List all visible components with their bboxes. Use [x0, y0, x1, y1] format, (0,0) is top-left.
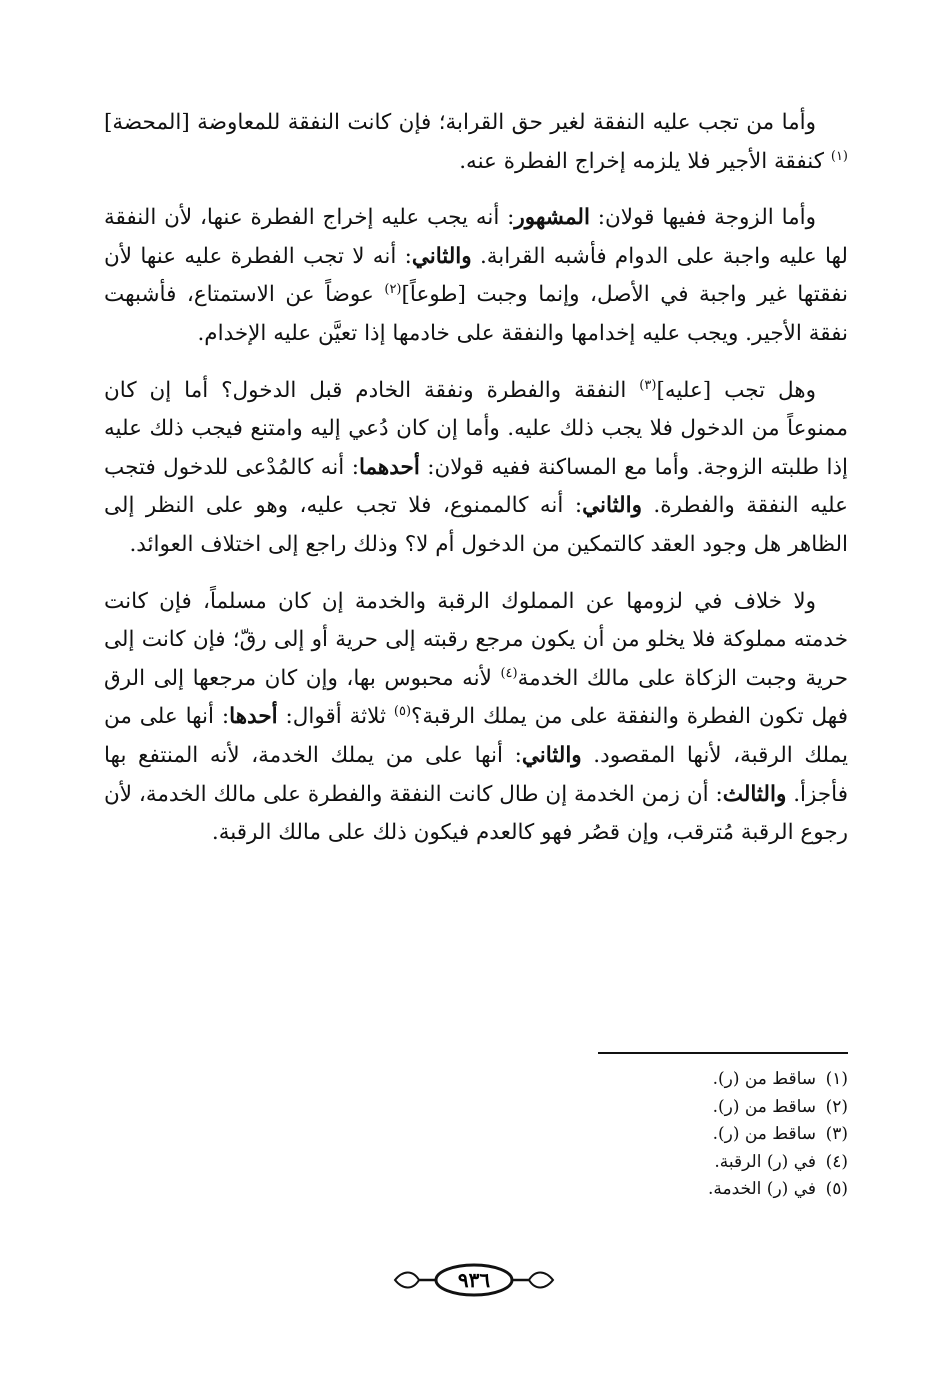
paragraph-3: وهل تجب [عليه]$^{(٣)}$ النفقة والفطرة ونفقة الخادم قبل الدخول؟ أما إن كان ممنوعاً من الدخول فلا يجب ذلك عليه. وأما إن كان دُعي إليه وامتنع فيجب ذلك عليه إذا طلبته الزوجة. وأما مع المساكنة ففيه قولان: أحدهما: أنه كالمُدْعى للدخول فتجب عليه النفقة والفطرة. والثاني: أنه كالممنوع، فلا تجب عليه، وهو على النظر إلى الظاهر هل وجود العقد كالتمكين من الدخول أم لا؟ وذلك راجع إلى اختلاف العوائد.	[104, 377, 849, 557]
footnotes-section	[104, 1052, 848, 1204]
footnote-text: في (ر) الرقبة.	[714, 1151, 816, 1172]
footnote-2	[104, 1094, 848, 1122]
bold-term: والثالث	[722, 781, 787, 807]
bold-term: أحدهما	[358, 454, 420, 480]
page-body	[104, 104, 848, 871]
footnote-text: ساقط من (ر).	[712, 1124, 816, 1144]
bold-term: أحدها	[229, 704, 278, 730]
footnote-number: (٢)	[825, 1096, 848, 1117]
footnote-ref-1[interactable]: (١)	[830, 148, 848, 164]
bold-term: والثاني	[521, 742, 582, 768]
footnote-ref-3[interactable]: (٣)	[639, 377, 657, 393]
footnote-3	[104, 1121, 848, 1149]
footnote-number: (٣)	[825, 1124, 848, 1144]
footnote-ref-2[interactable]: (٢)	[384, 282, 402, 298]
ornament-frame-icon	[389, 1262, 559, 1298]
bold-term: المشهور	[514, 205, 590, 231]
footnote-number: (٥)	[825, 1179, 848, 1199]
footnote-text: ساقط من (ر).	[712, 1096, 816, 1117]
footnote-list	[104, 1066, 848, 1204]
footnote-4	[104, 1149, 848, 1177]
footnote-text: ساقط من (ر).	[712, 1069, 816, 1089]
bold-term: والثاني	[411, 243, 472, 269]
paragraph-4: ولا خلاف في لزومها عن المملوك الرقبة والخدمة إن كان مسلماً، فإن كانت خدمته مملوكة فلا يخلو من أن يكون مرجع رقبته إلى حرية أو إلى رقّ؛ فإن كانت إلى حرية وجبت الزكاة على مالك الخدمة$^{(٤)}$ لأنه محبوس بها، وإن كان مرجعها إلى الرق فهل تكون الفطرة والنفقة على من يملك الرقبة؟$^{(٥)}$ ثلاثة أقوال: أحدها: أنها على من يملك الرقبة، لأنها المقصود. والثاني: أنها على من يملك الخدمة، لأنه المنتفع بها فأجزأ. والثالث: أن زمن الخدمة إن طال كانت النفقة والفطرة على مالك الخدمة، لأن رجوع الرقبة مُترقب، وإن قصُر فهو كالعدم فيكون ذلك على مالك الرقبة.	[104, 588, 849, 846]
footnote-number: (١)	[825, 1069, 848, 1089]
footnote-text: في (ر) الخدمة.	[707, 1179, 816, 1199]
footnote-ref-5[interactable]: (٥)	[393, 704, 412, 720]
footnote-ref-4[interactable]: (٤)	[500, 665, 518, 681]
footnote-1	[104, 1066, 848, 1094]
page-number-ornament	[0, 1262, 948, 1298]
footnote-number: (٤)	[825, 1151, 848, 1172]
paragraph-1: وأما من تجب عليه النفقة لغير حق القرابة؛ فإن كانت النفقة للمعاوضة [المحضة]$^{(١)}$ كنفقة الأجير فلا يلزمه إخراج الفطرة عنه.	[104, 110, 848, 174]
footnote-divider	[598, 1052, 848, 1054]
footnote-5	[104, 1176, 848, 1204]
page-number: ٩٣٦	[457, 1268, 491, 1292]
paragraph-2: وأما الزوجة ففيها قولان: المشهور: أنه يجب عليه إخراج الفطرة عنها، لأن النفقة لها عليه واجبة على الدوام فأشبه القرابة. والثاني: أنه لا تجب الفطرة عليه عنها لأن نفقتها غير واجبة في الأصل، وإنما وجبت [طوعاً]$^{(٢)}$ عوضاً عن الاستمتاع، فأشبهت نفقة الأجير. ويجب عليه إخدامها والنفقة على خادمها إذا تعيَّن عليه الإخدام.	[104, 205, 848, 346]
bold-term: والثاني	[582, 493, 642, 519]
